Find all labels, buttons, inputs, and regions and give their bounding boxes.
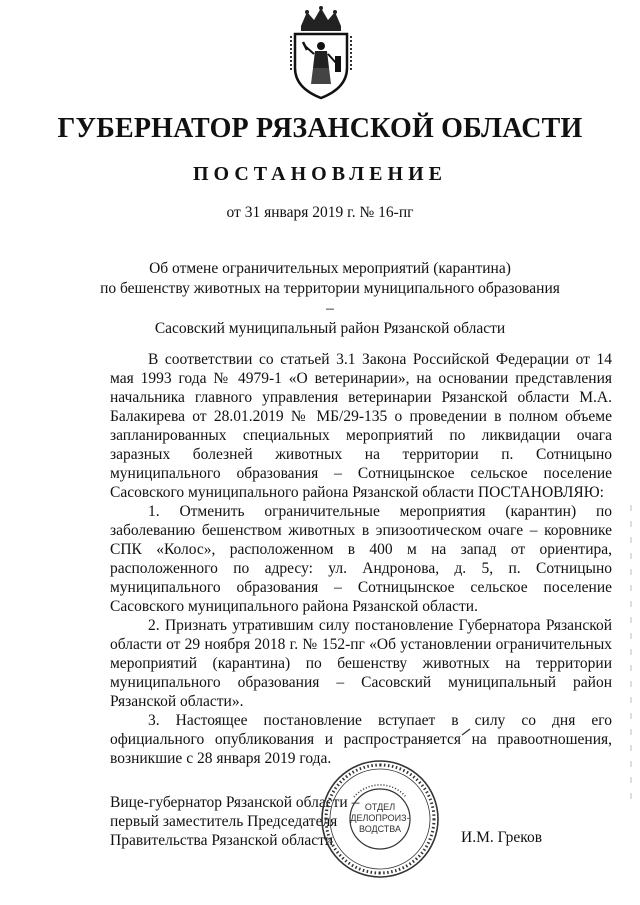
document-date-number: от 31 января 2019 г. № 16-пг (226, 204, 414, 221)
clause-1-paragraph: 1. Отменить ограничительные мероприятия (карантин) по заболеванию бешенством животных в эпизоотическом очаге – коровнике СПК «Колос», расположенном в 400 м на запад от ориентира, расположенного по адресу: ул. Андронова, д. 5, п. Сотницыно муниципального образования – Сотницынское сельское поселение Сасовского муниципального района Рязанской области. (110, 503, 612, 615)
scan-edge-mark (625, 505, 637, 805)
document-type: ПОСТАНОВЛЕНИЕ (193, 163, 447, 185)
title-line: Об отмене ограничительных мероприятий (карантина) (149, 260, 511, 277)
document-body (110, 350, 612, 768)
title-line: Сасовский муниципальный район Рязанской области (154, 320, 506, 337)
preamble-paragraph: В соответствии со статьей 3.1 Закона Российской Федерации от 14 мая 1993 года № 4979-1 «О ветеринарии», на основании представления начальника главного управления ветеринарии Рязанской области М.А. Балакирева от 28.01.2019 № МБ/29-135 о проведении в полном объеме запланированных специальных мероприятий по ликвидации очага заразных болезней животных на территории п. Сотницыно муниципального образования – Сотницынское сельское поселение Сасовского муниципального района Рязанской области ПОСТАНОВЛЯЮ: (110, 351, 612, 501)
pen-mark (440, 715, 500, 755)
position-line: Правительства Рязанской области (110, 832, 334, 849)
coat-of-arms-emblem (283, 6, 359, 100)
clause-2-paragraph: 2. Признать утратившим силу постановление Губернатора Рязанской области от 29 ноября 2018 г. № 152-пг «Об установлении ограничительных мероприятий (карантина) по бешенству животных на территории муниципального образования – Сасовский муниципальный район Рязанской области». (110, 617, 612, 710)
document-title (100, 259, 560, 339)
issuing-authority: ГУБЕРНАТОР РЯЗАНСКОЙ ОБЛАСТИ (57, 113, 583, 144)
stamp-line: ДЕЛОПРОИЗ- (350, 813, 410, 823)
signatory-name: И.М. Греков (461, 829, 543, 846)
stamp-center-text (338, 802, 422, 835)
stamp-line: ОТДЕЛ (364, 802, 396, 812)
position-line: первый заместитель Председателя (110, 813, 338, 830)
clause-3-paragraph: 3. Настоящее постановление вступает в силу со дня его официального опубликования и распространяется на правоотношения, возникшие с 28 января 2019 года. (110, 712, 612, 767)
position-line: Вице-губернатор Рязанской области – (110, 794, 360, 811)
title-line: по бешенству животных на территории муниципального образования – (100, 280, 560, 317)
stamp-line: ВОДСТВА (358, 824, 401, 834)
